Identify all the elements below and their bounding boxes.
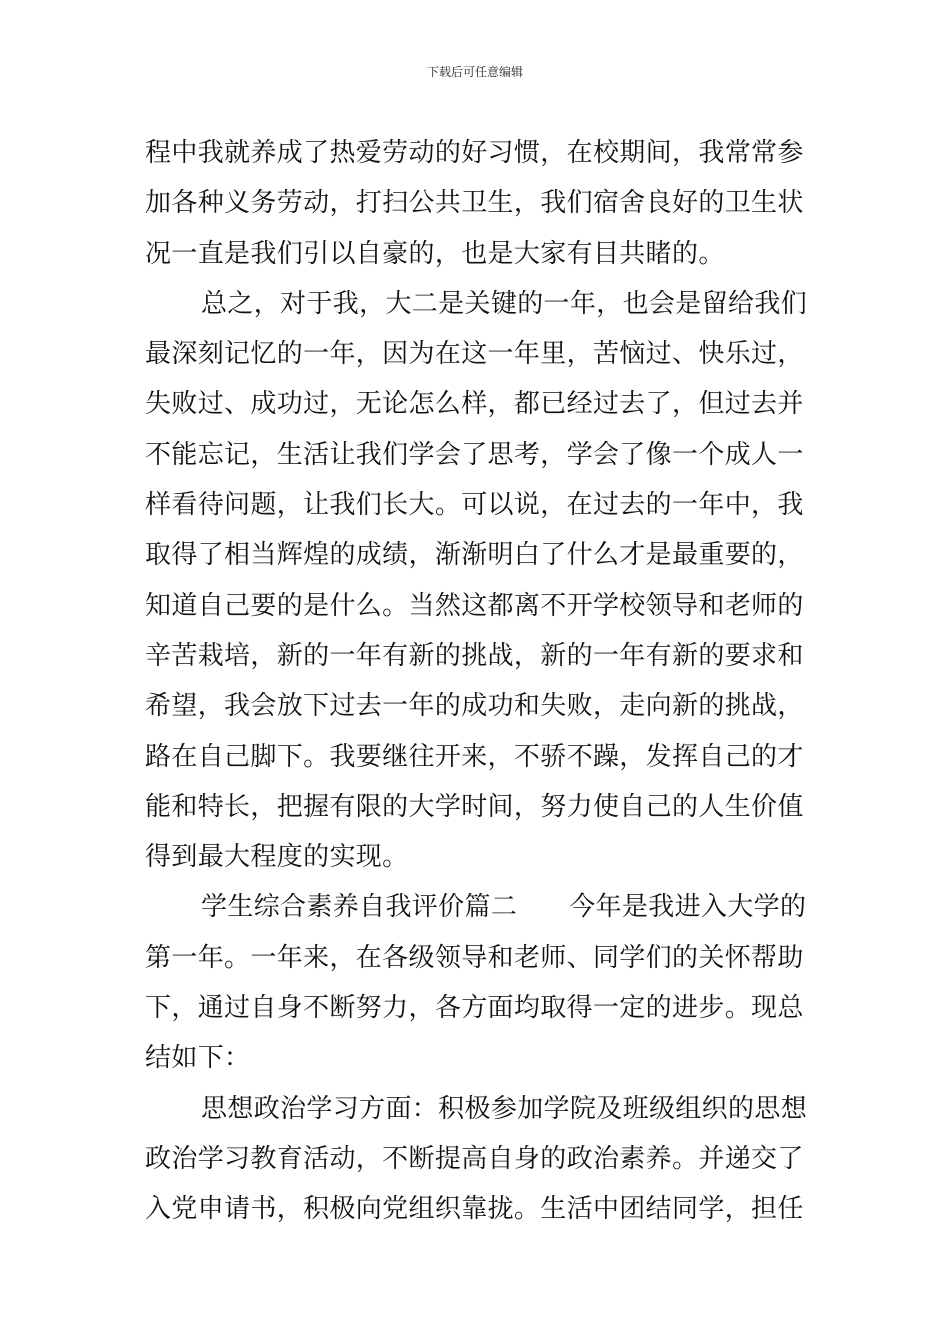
paragraph-first-line: 总之，对于我，大二是关键的一年，也会是留给我们	[201, 288, 808, 319]
text-line: 得到最大程度的实现。	[145, 842, 409, 873]
text-line: 失败过、成功过，无论怎么样，都已经过去了，但过去并	[145, 389, 804, 420]
text-line: 政治学习教育活动，不断提高自身的政治素养。并递交了	[145, 1143, 804, 1174]
text-line: 希望，我会放下过去一年的成功和失败，走向新的挑战，	[145, 691, 804, 722]
paragraph-first-line: 思想政治学习方面：积极参加学院及班级组织的思想	[201, 1093, 808, 1124]
section-title-line	[145, 882, 810, 932]
text-line: 样看待问题，让我们长大。可以说，在过去的一年中，我	[145, 490, 804, 521]
text-line: 加各种义务劳动，打扫公共卫生，我们宿舍良好的卫生状	[145, 188, 804, 219]
text-line: 入党申请书，积极向党组织靠拢。生活中团结同学，担任	[145, 1194, 804, 1225]
text-line: 能和特长，把握有限的大学时间，努力使自己的人生价值	[145, 791, 804, 822]
text-line: 路在自己脚下。我要继往开来，不骄不躁，发挥自己的才	[145, 741, 804, 772]
document-body	[145, 128, 810, 1235]
text-line: 程中我就养成了热爱劳动的好习惯，在校期间，我常常参	[145, 138, 804, 168]
page-header: 下载后可任意编辑	[426, 65, 523, 79]
text-segment: 今年是我进入大学的	[569, 892, 807, 923]
text-line: 第一年。一年来，在各级领导和老师、同学们的关怀帮助	[145, 942, 804, 973]
text-line: 结如下：	[145, 1043, 251, 1074]
text-line: 下，通过自身不断努力，各方面均取得一定的进步。现总	[145, 993, 804, 1024]
text-line: 辛苦栽培，新的一年有新的挑战，新的一年有新的要求和	[145, 640, 804, 671]
text-line: 取得了相当辉煌的成绩，渐渐明白了什么才是最重要的，	[145, 540, 804, 571]
text-line: 知道自己要的是什么。当然这都离不开学校领导和老师的	[145, 590, 804, 621]
section-title: 学生综合素养自我评价篇二	[201, 892, 518, 923]
text-line: 最深刻记忆的一年，因为在这一年里，苦恼过、快乐过，	[145, 339, 804, 370]
text-line: 况一直是我们引以自豪的，也是大家有目共睹的。	[145, 238, 725, 269]
text-line: 不能忘记，生活让我们学会了思考，学会了像一个成人一	[145, 439, 804, 470]
